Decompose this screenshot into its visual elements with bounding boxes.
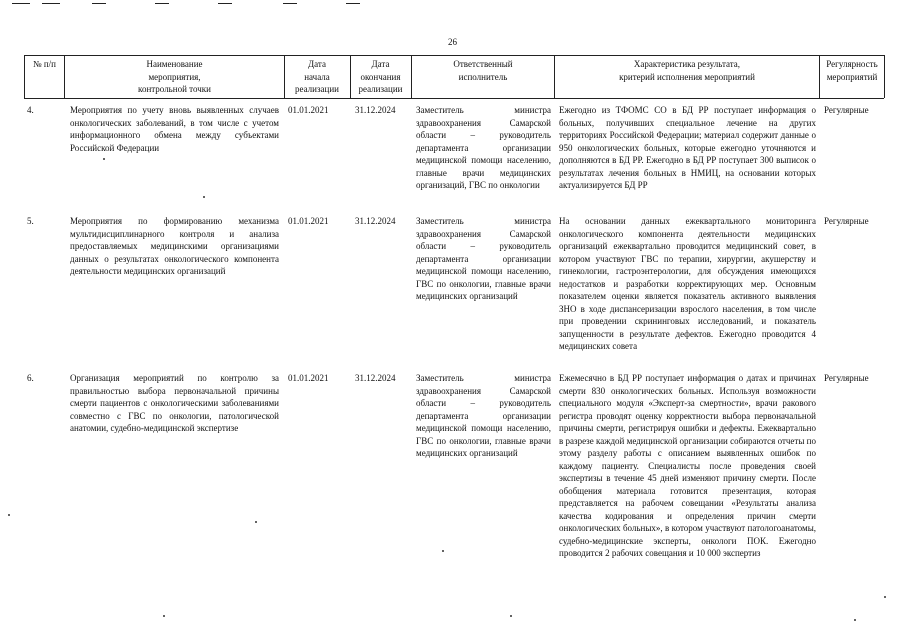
row-number: 5. <box>27 216 34 226</box>
row-name: Мероприятия по формированию механизма мультидисциплинарного контроля и анализа предоставляемых медицинскими организациями данных о результатах онкологического компонента деятельности медицинских организаций <box>70 216 279 276</box>
header-name: Наименование мероприятия, контрольной точки <box>138 59 211 94</box>
header-regularity: Регулярность мероприятий <box>826 59 878 82</box>
scan-speck <box>510 615 512 617</box>
header-result: Характеристика результата, критерий исполнения мероприятий <box>619 59 755 82</box>
scan-speck <box>255 521 257 523</box>
scan-speck <box>203 196 205 198</box>
row-regularity: Регулярные <box>824 373 869 383</box>
row-responsible: Заместитель министра здравоохранения Самарской области – руководитель департамента организации медицинской помощи населению, ГВС по онкологии, главные врачи медицинских организаций <box>416 373 551 458</box>
scan-speck <box>854 619 856 621</box>
header-divider <box>411 55 412 98</box>
row-number: 6. <box>27 373 34 383</box>
top-edge-mark <box>283 3 297 4</box>
page-number: 26 <box>448 37 457 47</box>
row-result: На основании данных ежеквартального мониторинга онкологического компонента деятельности медицинских организаций ежеквартально проводится медицинский совет, в котором участвуют ГВС по терапии, хирургии, акушерству и гинекологии, гастроэнтерологии, для обсуждения имеющихся недостатков и разработки корректирующих мер. Основным показателем оценки является показатель активного выявления ЗНО в ходе диспансеризации взрослого населения, в том числе при проведении скрининговых исследований, и показатель запущенности в результате дефектов. Ежегодно проводится 4 медицинских совета <box>559 216 816 351</box>
scan-speck <box>103 158 105 160</box>
header-end-date: Дата окончания реализации <box>358 59 403 94</box>
scan-speck <box>884 596 886 598</box>
header-divider <box>24 55 25 98</box>
row-responsible: Заместитель министра здравоохранения Самарской области – руководитель департамента организации медицинской помощи населению, ГВС по онкологии, главные врачи медицинских организаций <box>416 216 551 301</box>
row-end-date: 31.12.2024 <box>355 373 396 383</box>
row-responsible: Заместитель министра здравоохранения Самарской области – руководитель департамента организации медицинской помощи населению, главные врачи медицинских организаций, ГВС по онкологии <box>416 105 551 190</box>
row-regularity: Регулярные <box>824 105 869 115</box>
header-top-border <box>24 55 884 56</box>
row-name: Мероприятия по учету вновь выявленных случаев онкологических заболеваний, в том числе с учетом информационного обмена между субъектами Российской Федерации <box>70 105 279 153</box>
top-edge-mark <box>346 3 360 4</box>
row-end-date: 31.12.2024 <box>355 216 396 226</box>
scan-speck <box>163 615 165 617</box>
header-bottom-border <box>24 98 884 99</box>
header-divider <box>64 55 65 98</box>
top-edge-mark <box>92 3 106 4</box>
row-regularity: Регулярные <box>824 216 869 226</box>
header-num: № п/п <box>33 59 56 69</box>
top-edge-mark <box>12 3 30 4</box>
top-edge-mark <box>218 3 232 4</box>
header-divider <box>884 55 885 98</box>
scan-speck <box>8 514 10 516</box>
row-name: Организация мероприятий по контролю за правильностью выбора первоначальной причины смерти пациентов с онкологическими заболеваниями совместно с ГВС по онкологии, патологической анатомии, судебно-медицинской экспертизе <box>70 373 279 433</box>
row-result: Ежемесячно в БД РР поступает информация о датах и причинах смерти 830 онкологических больных. Используя возможности специального модуля «Эксперт-за смертности», врачи ракового регистра проводят оценку корректности выбора первоначальной причины смерти, регистрируя ошибки и дефекты. Ежеквартально в разрезе каждой медицинской организации собираются отчеты по этому разделу работы с описанием выявленных ошибок по каждому пациенту. Специалисты после проведения своей экспертизы в течение 45 дней изменяют причину смерти. После обобщения материала готовится презентация, которая представляется на рабочем совещании «Результаты анализа качества кодирования и определения причин смерти онкологических больных», в котором участвуют патологоанатомы, судебно-медицинские эксперты, онкологи ПОК. Ежегодно проводится 2 рабочих совещания и 10 000 экспертиз <box>559 373 816 558</box>
row-number: 4. <box>27 105 34 115</box>
header-start-date: Дата начала реализации <box>295 59 339 94</box>
row-result: Ежегодно из ТФОМС СО в БД РР поступает информация о больных, получивших специальное лечение на других территориях Российской Федерации; материал содержит данные о 950 онкологических больных, которые ежегодно уточняются и дополняются в БД РР. Ежегодно в БД РР поступает 300 выписок о результатах лечения больных в НМИЦ, на основании которых актуализируется БД РР <box>559 105 816 190</box>
row-start-date: 01.01.2021 <box>288 105 329 115</box>
top-edge-mark <box>155 3 169 4</box>
row-start-date: 01.01.2021 <box>288 216 329 226</box>
header-divider <box>554 55 555 98</box>
row-end-date: 31.12.2024 <box>355 105 396 115</box>
header-responsible: Ответственный исполнитель <box>453 59 513 82</box>
top-edge-mark <box>42 3 60 4</box>
row-start-date: 01.01.2021 <box>288 373 329 383</box>
scan-speck <box>442 550 444 552</box>
